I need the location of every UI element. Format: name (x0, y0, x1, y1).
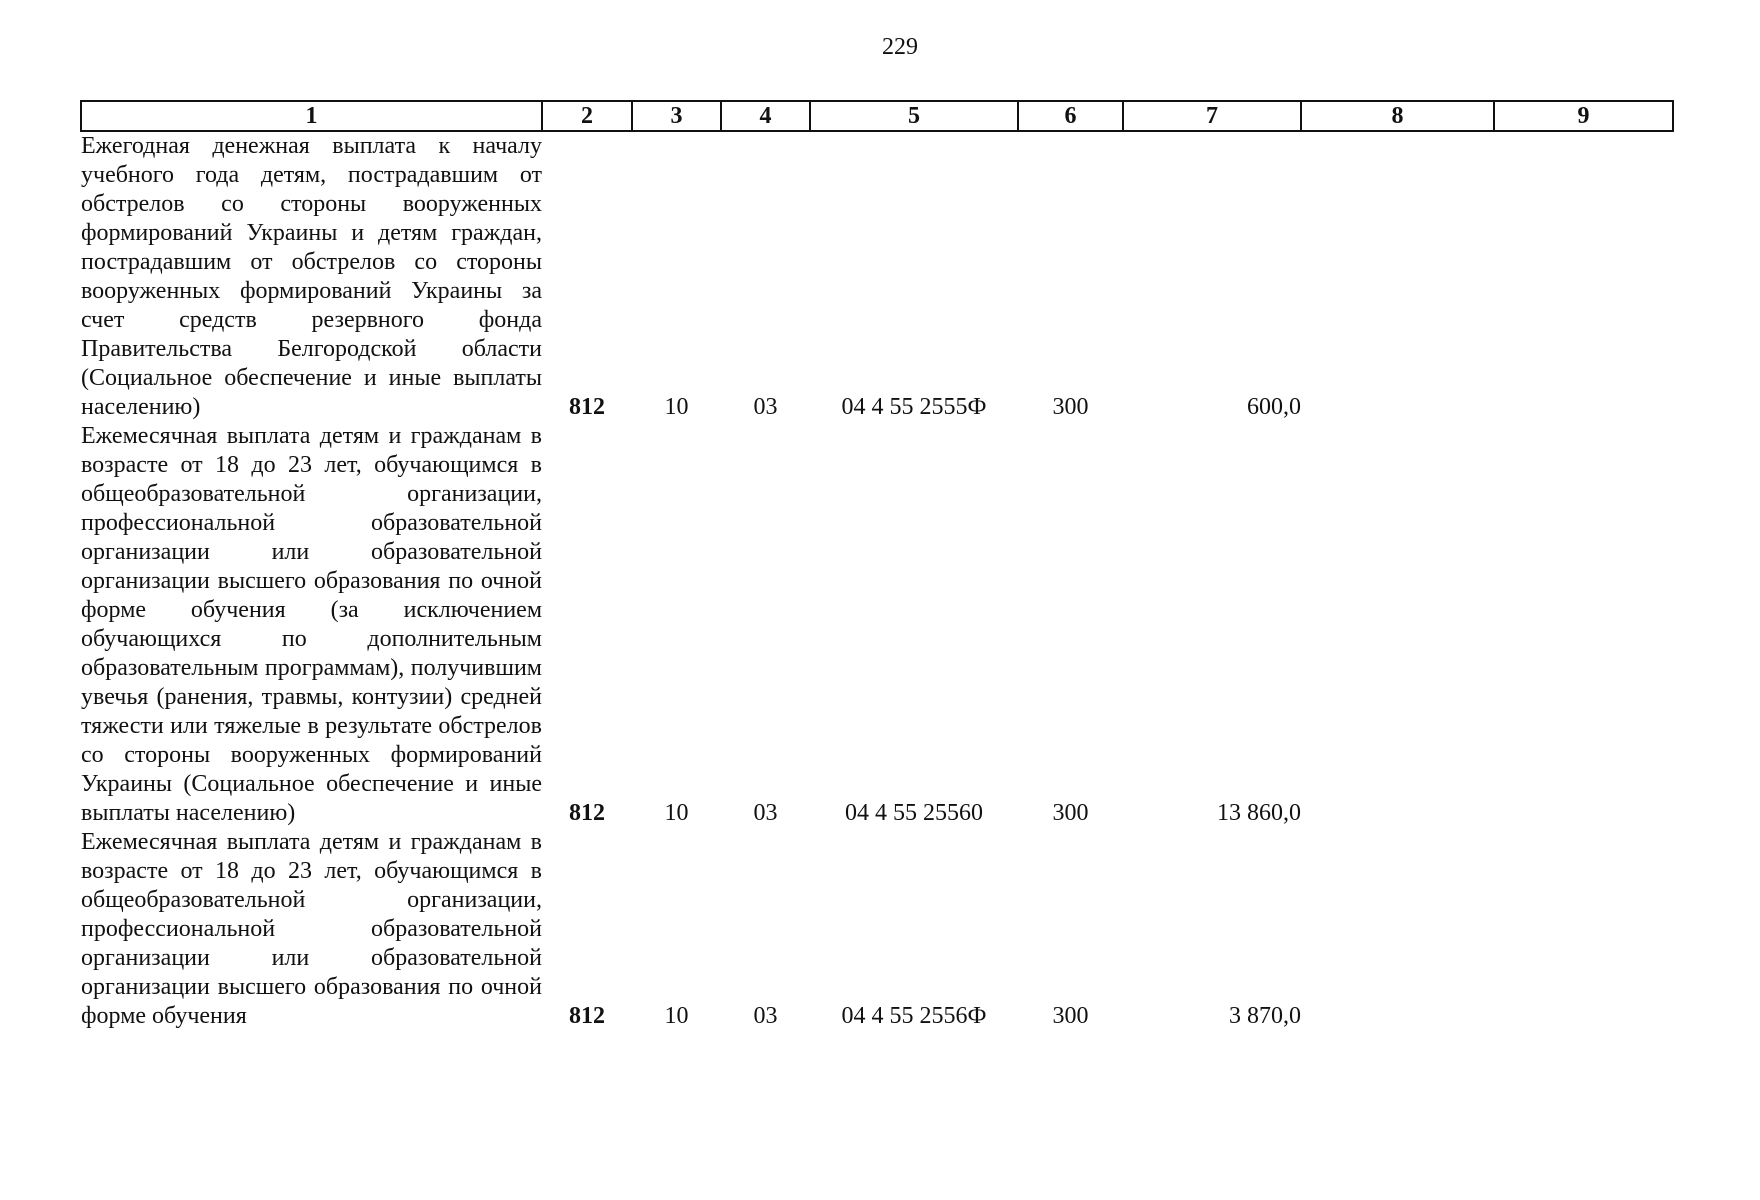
row-amount: 3 870,0 (1229, 1003, 1301, 1029)
row-target-code: 04 4 55 25560 (845, 800, 983, 826)
row-expense-type: 300 (1052, 394, 1089, 420)
row-col-9 (1494, 422, 1673, 828)
table-row (81, 828, 1673, 1031)
row-target-code: 04 4 55 2556Ф (841, 1003, 987, 1029)
budget-table (80, 100, 1674, 1031)
header-row (81, 101, 1673, 131)
row-col-8 (1301, 422, 1494, 828)
header-col-3: 3 (632, 101, 721, 131)
table-row (81, 422, 1673, 828)
table-body (81, 131, 1673, 1031)
table-row (81, 131, 1673, 422)
row-ministry-code: 812 (569, 394, 605, 420)
row-description: Ежемесячная выплата детям и гражданам в возрасте от 18 до 23 лет, обучающимся в общеобразовательной организации, профессиональной образовательной организации или образовательной организации высшего образования по очной форме обучения (81, 829, 542, 1029)
row-description: Ежегодная денежная выплата к началу учебного года детям, пострадавшим от обстрелов со стороны вооруженных формирований Украины и детям граждан, пострадавшим от обстрелов со стороны вооруженных формирований Украины за счет средств резервного фонда Правительства Белгородской области (Социальное обеспечение и иные выплаты населению) (81, 133, 542, 420)
row-section-code: 10 (664, 800, 689, 826)
row-amount: 13 860,0 (1217, 800, 1301, 826)
header-col-6: 6 (1018, 101, 1123, 131)
row-col-8 (1301, 131, 1494, 422)
row-subsection-code: 03 (753, 800, 778, 826)
row-subsection-code: 03 (753, 1003, 778, 1029)
row-target-code: 04 4 55 2555Ф (841, 394, 987, 420)
table-header (81, 101, 1673, 131)
row-expense-type: 300 (1052, 800, 1089, 826)
page-number: 229 (882, 34, 918, 60)
header-col-1: 1 (81, 101, 542, 131)
header-col-4: 4 (721, 101, 810, 131)
row-expense-type: 300 (1052, 1003, 1089, 1029)
row-ministry-code: 812 (569, 800, 605, 826)
row-col-8 (1301, 828, 1494, 1031)
header-col-7: 7 (1123, 101, 1301, 131)
row-section-code: 10 (664, 394, 689, 420)
header-col-9: 9 (1494, 101, 1673, 131)
row-ministry-code: 812 (569, 1003, 605, 1029)
header-col-2: 2 (542, 101, 632, 131)
row-description: Ежемесячная выплата детям и гражданам в возрасте от 18 до 23 лет, обучающимся в общеобразовательной организации, профессиональной образовательной организации или образовательной организации высшего образования по очной форме обучения (за исключением обучающихся по дополнительным образовательным программам), получившим увечья (ранения, травмы, контузии) средней тяжести или тяжелые в результате обстрелов со стороны вооруженных формирований Украины (Социальное обеспечение и иные выплаты населению) (81, 423, 542, 826)
header-col-5: 5 (810, 101, 1018, 131)
row-section-code: 10 (664, 1003, 689, 1029)
row-amount: 600,0 (1247, 394, 1301, 420)
row-col-9 (1494, 828, 1673, 1031)
header-col-8: 8 (1301, 101, 1494, 131)
row-subsection-code: 03 (753, 394, 778, 420)
row-col-9 (1494, 131, 1673, 422)
